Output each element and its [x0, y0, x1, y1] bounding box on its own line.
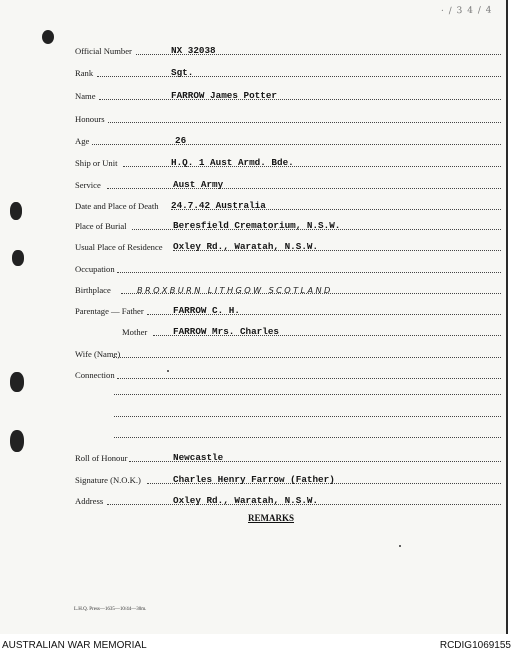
- archive-footer: [0, 637, 514, 654]
- field-usual-residence: [75, 239, 501, 253]
- connection-line: [114, 394, 501, 395]
- field-value: Charles Henry Farrow (Father): [173, 474, 335, 485]
- field-honours: [75, 111, 501, 125]
- field-label: Mother: [122, 327, 148, 337]
- field-connection: [75, 367, 501, 381]
- field-value: 24.7.42 Australia: [171, 200, 266, 211]
- archive-note: · / 3 4 / 4: [440, 5, 493, 17]
- field-value: FARROW Mrs. Charles: [173, 326, 280, 337]
- field-value: Newcastle: [173, 452, 224, 463]
- punch-hole: [10, 202, 22, 220]
- connection-line: [114, 437, 501, 438]
- connection-line: [114, 416, 501, 417]
- field-name: [75, 88, 501, 102]
- field-label: Honours: [75, 114, 105, 124]
- punch-hole: [10, 430, 24, 452]
- footer-record-id: RCDIG1069155: [439, 640, 511, 651]
- punch-hole: [10, 372, 24, 392]
- field-address: [75, 493, 501, 507]
- field-place-of-burial: [75, 218, 501, 232]
- field-label: Parentage — Father: [75, 306, 144, 316]
- field-roll-of-honour: [75, 450, 501, 464]
- field-label: Official Number: [75, 46, 132, 56]
- field-value: Aust Army: [173, 179, 224, 190]
- field-date-place-death: [75, 198, 501, 212]
- field-wife: [75, 346, 501, 360]
- field-label: Signature (N.O.K.): [75, 475, 141, 485]
- field-value: Oxley Rd., Waratah, N.S.W.: [173, 241, 319, 252]
- field-age: [75, 133, 501, 147]
- field-value: Oxley Rd., Waratah, N.S.W.: [173, 495, 319, 506]
- field-label: Roll of Honour: [75, 453, 128, 463]
- field-label: Date and Place of Death: [75, 201, 159, 211]
- field-value: FARROW James Potter: [171, 90, 278, 101]
- punch-hole: [12, 250, 24, 266]
- field-label: Connection: [75, 370, 115, 380]
- field-label: Name: [75, 91, 96, 101]
- field-rank: [75, 65, 501, 79]
- printer-imprint: L.H.Q. Press—1635—10/44—30m.: [74, 607, 147, 612]
- field-label: Usual Place of Residence: [75, 242, 163, 252]
- field-label: Place of Burial: [75, 221, 127, 231]
- field-value-handwritten: BROXBURN LITHGOW SCOTLAND: [137, 285, 333, 295]
- footer-institution: AUSTRALIAN WAR MEMORIAL: [2, 640, 147, 651]
- field-occupation: [75, 261, 501, 275]
- ink-speck: [167, 370, 169, 372]
- field-official-number: [75, 43, 501, 57]
- field-value: Beresfield Crematorium, N.S.W.: [173, 220, 341, 231]
- field-label: Wife (Name): [75, 349, 121, 359]
- field-value: Sgt.: [171, 67, 194, 78]
- field-label: Ship or Unit: [75, 158, 118, 168]
- field-birthplace: [75, 282, 501, 296]
- field-label: Birthplace: [75, 285, 111, 295]
- field-mother: [75, 324, 501, 338]
- field-label: Service: [75, 180, 101, 190]
- field-label: Occupation: [75, 264, 115, 274]
- field-value: H.Q. 1 Aust Armd. Bde.: [171, 157, 294, 168]
- field-label: Address: [75, 496, 104, 506]
- field-service: [75, 177, 501, 191]
- field-label: Rank: [75, 68, 94, 78]
- field-label: Age: [75, 136, 90, 146]
- ink-speck: [399, 545, 401, 547]
- field-value: FARROW C. H.: [173, 305, 240, 316]
- field-value: NX 32038: [171, 45, 216, 56]
- field-ship-or-unit: [75, 155, 501, 169]
- field-signature: [75, 472, 501, 486]
- remarks-heading: REMARKS: [248, 513, 295, 523]
- punch-hole: [42, 30, 54, 44]
- field-value: 26: [175, 135, 187, 146]
- field-father: [75, 303, 501, 317]
